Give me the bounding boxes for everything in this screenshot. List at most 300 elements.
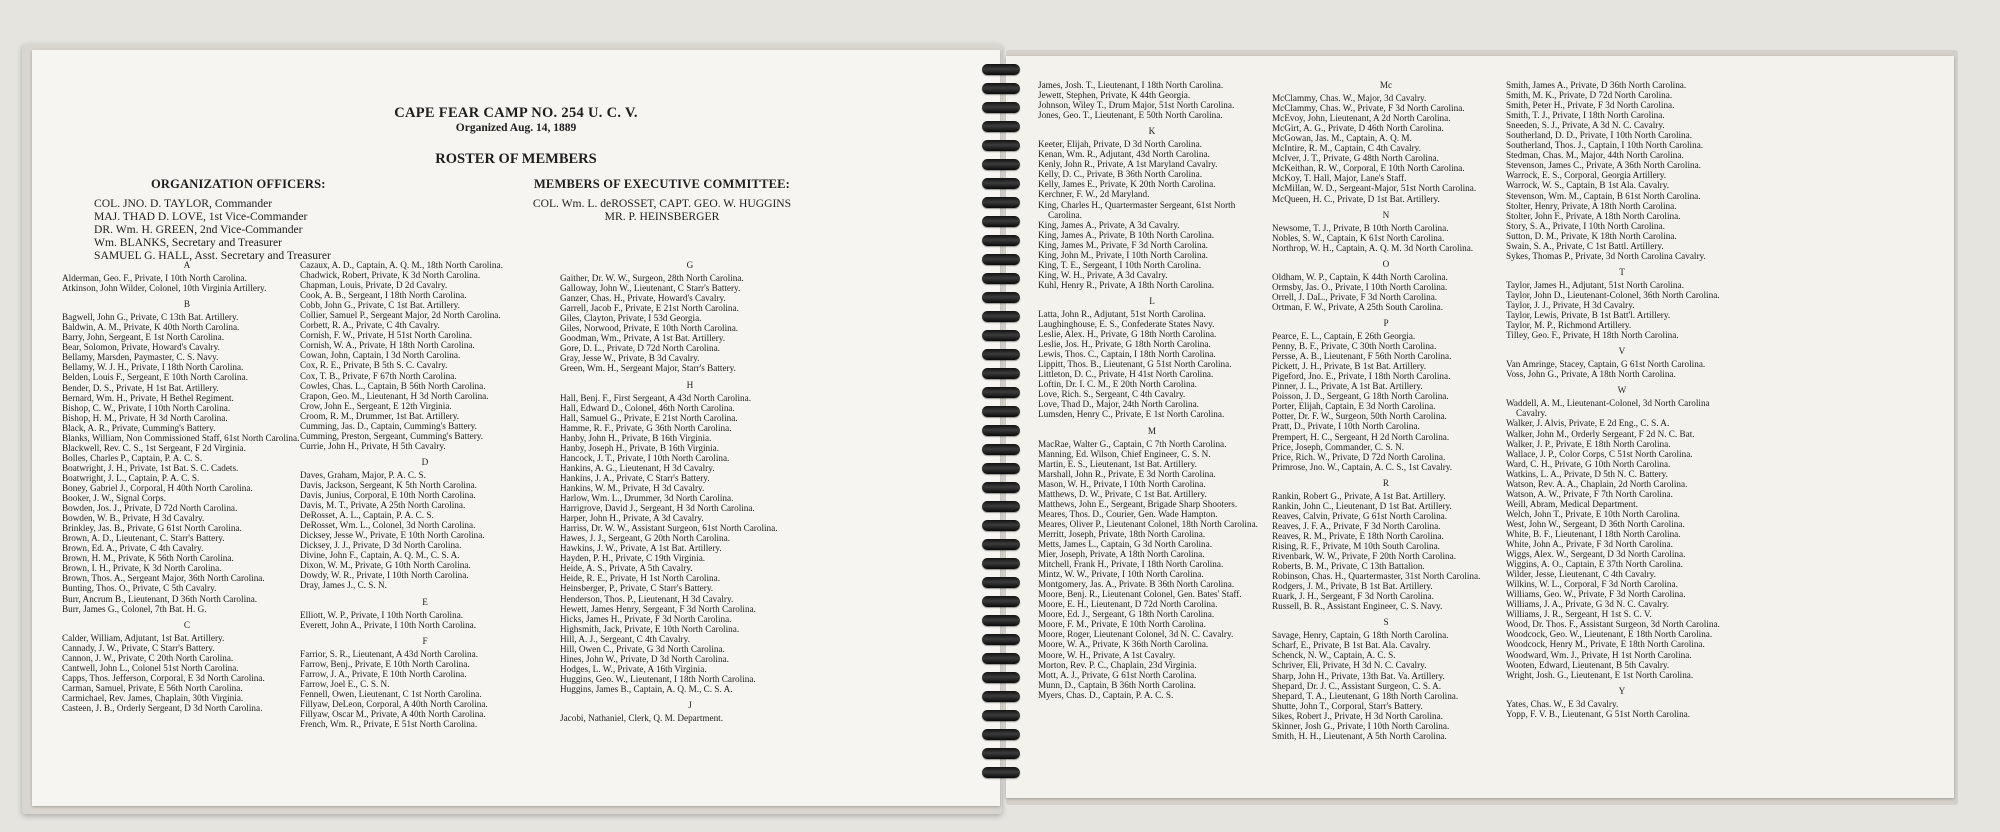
section-letter: K xyxy=(1148,126,1156,137)
spiral-ring xyxy=(982,710,1020,721)
executive-line: COL. Wm. L. deROSSET, CAPT. GEO. W. HUGGINS xyxy=(532,197,792,210)
roster-entry: Russell, B. R., Assistant Engineer, C. S. Navy. xyxy=(1272,601,1443,612)
roster-entry: Heide, A. S., Private, A 5th Cavalry. xyxy=(560,563,693,574)
roster-entry: Carmichael, Rev. James, Chaplain, 30th Virginia. xyxy=(62,692,244,703)
roster-entry: Weill, Abram, Medical Department. xyxy=(1506,498,1638,509)
roster-entry: King, Charles H., Quartermaster Sergeant, 61st North Carolina. xyxy=(1038,199,1236,220)
roster-entry: Williams, J. A., Private, G 3d N. C. Cavalry. xyxy=(1506,599,1669,610)
roster-entry: Mason, W. H., Private, I 10th North Carolina. xyxy=(1038,478,1206,489)
spiral-ring xyxy=(982,748,1020,759)
roster-entry: Harlow, Wm. L., Drummer, 3d North Carolina. xyxy=(560,493,734,504)
section-letter: V xyxy=(1618,346,1626,357)
roster-entry: Giles, Clayton, Private, I 53d Georgia. xyxy=(560,313,702,324)
section-letter: B xyxy=(183,299,191,310)
roster-entry: Ruark, J. H., Sergeant, F 3d North Carolina. xyxy=(1272,591,1434,602)
roster-entry: Waddell, A. M., Lieutenant-Colonel, 3d North Carolina Cavalry. xyxy=(1506,398,1710,419)
roster-entry: Jones, Geo. T., Lieutenant, E 50th North Carolina. xyxy=(1038,110,1223,121)
roster-entry: Crapon, Geo. M., Lieutenant, H 3d North Carolina. xyxy=(300,390,489,401)
left-page xyxy=(32,50,1000,806)
roster-entry: Taylor, Lewis, Private, B 1st Batt'l. Artillery. xyxy=(1506,310,1671,321)
spiral-ring xyxy=(982,729,1020,740)
roster-entry: Kenan, Wm. R., Adjutant, 43d North Carolina. xyxy=(1038,149,1210,160)
roster-entry: Manning, Ed. Wilson, Chief Engineer, C. S. N. xyxy=(1038,448,1211,459)
roster-entry: Prempert, H. C., Sergeant, H 2d North Carolina. xyxy=(1272,431,1450,442)
roster-entry: Warrock, W. S., Captain, B 1st Ala. Cavalry. xyxy=(1506,180,1669,191)
roster-entry: Brown, I. H., Private, K 3d North Carolina. xyxy=(62,563,222,574)
section-letter: C xyxy=(183,619,191,630)
roster-entry: Casteen, J. B., Orderly Sergeant, D 3d North Carolina. xyxy=(62,702,263,713)
roster-entry: Hankins, J. A., Private, C Starr's Battery. xyxy=(560,472,710,483)
roster-entry: Moore, W. H., Private, A 1st Cavalry. xyxy=(1038,649,1176,660)
roster-entry: Brown, A. D., Lieutenant, C. Starr's Battery. xyxy=(62,533,225,544)
roster-entry: Price, Rich. W., Private, D 72d North Carolina. xyxy=(1272,451,1446,462)
roster-entry: Bear, Solomon, Private, Howard's Cavalry. xyxy=(62,342,220,353)
roster-entry: Jewett, Stephen, Private, K 44th Georgia. xyxy=(1038,90,1191,101)
roster-entry: Bolles, Charles P., Captain, P. A. C. S. xyxy=(62,452,203,463)
roster-entry: Persse, A. B., Lieutenant, F 56th North Carolina. xyxy=(1272,351,1452,362)
roster-entry: Green, Wm. H., Sergeant Major, Starr's Battery. xyxy=(560,363,736,374)
roster-entry: Farrow, Joel E., C. S. N. xyxy=(300,678,390,689)
roster-entry: Leslie, Jos. H., Private, G 18th North Carolina. xyxy=(1038,339,1211,350)
officer-line: DR. Wm. H. GREEN, 2nd Vice-Commander xyxy=(94,223,303,236)
roster-entry: Van Amringe, Stacey, Captain, G 61st North Carolina. xyxy=(1506,359,1706,370)
roster-entry: Smith, James A., Private, D 36th North Carolina. xyxy=(1506,80,1687,90)
roster-entry: Davis, Junius, Corporal, E 10th North Carolina. xyxy=(300,490,476,501)
roster-entry: Hall, Benj. F., First Sergeant, A 43d North Carolina. xyxy=(560,392,751,403)
spiral-ring xyxy=(982,292,1020,303)
roster-entry: McClammy, Chas. W., Private, F 3d North Carolina. xyxy=(1272,103,1465,114)
roster-entry: Morton, Rev. P. C., Chaplain, 23d Virginia. xyxy=(1038,659,1197,670)
roster-entry: Bowden, W. B., Private, H 3d Cavalry. xyxy=(62,513,205,524)
roster-entry: Stevenson, James C., Private, A 36th North Carolina. xyxy=(1506,160,1701,171)
roster-entry: Ward, C. H., Private, G 10th North Carolina. xyxy=(1506,458,1671,469)
roster-entry: Everett, John A., Private, I 10th North Carolina. xyxy=(300,619,477,630)
roster-entry: Stolter, John F., Private, A 18th North Carolina. xyxy=(1506,210,1681,221)
spiral-ring xyxy=(982,653,1020,664)
roster-entry: Cowles, Chas. L., Captain, B 56th North Carolina. xyxy=(300,380,486,391)
roster-entry: Garrell, Jacob F., Private, E 21st North Carolina. xyxy=(560,303,739,314)
roster-entry: Pearce, E. L., Captain, E 26th Georgia. xyxy=(1272,331,1416,342)
roster-entry: Jacobi, Nathaniel, Clerk, Q. M. Department. xyxy=(560,713,724,724)
roster-entry: Rankin, Robert G., Private, A 1st Bat. Artillery. xyxy=(1272,490,1446,501)
roster-entry: Roberts, B. M., Private, C 13th Battalion. xyxy=(1272,561,1425,572)
roster-entry: Currie, John H., Private, H 5th Cavalry. xyxy=(300,440,446,451)
roster-entry: Bernard, Wm. H., Private, H Bethel Regiment. xyxy=(62,392,234,403)
roster-entry: Goodman, Wm., Private, A 1st Bat. Artillery. xyxy=(560,333,726,344)
roster-entry: Southerland, Thos. J., Captain, I 10th North Carolina. xyxy=(1506,140,1704,151)
roster-entry: Keeter, Elijah, Private, D 3d North Carolina. xyxy=(1038,139,1202,150)
roster-entry: Cannady, J. W., Private, C Starr's Battery. xyxy=(62,642,215,653)
roster-entry: Potter, Dr. F. W., Surgeon, 50th North Carolina. xyxy=(1272,411,1447,422)
roster-entry: Matthews, John E., Sergeant, Brigade Sharp Shooters. xyxy=(1038,498,1238,509)
roster-entry: McKeithan, R. W., Corporal, E 10th North Carolina. xyxy=(1272,163,1465,174)
section-letter: N xyxy=(1382,209,1390,220)
roster-entry: Penny, B. F., Private, C 30th North Carolina. xyxy=(1272,341,1437,352)
section-letter: F xyxy=(422,635,428,646)
roster-entry: Moore, Benj. R., Lieutenant Colonel, Gen. Bates' Staff. xyxy=(1038,589,1242,600)
roster-entry: Taylor, M. P., Richmond Artillery. xyxy=(1506,320,1632,331)
roster-entry: Reaves, J. F. A., Private, F 3d North Carolina. xyxy=(1272,520,1441,531)
roster-entry: Martin, E. S., Lieutenant, 1st Bat. Artillery. xyxy=(1038,458,1197,469)
roster-entry: Lewis, Thos. C., Captain, I 18th North Carolina. xyxy=(1038,349,1216,360)
roster-entry: McGowan, Jas. M., Captain, A. Q. M. xyxy=(1272,133,1412,144)
roster-entry: Wooten, Edward, Lieutenant, B 5th Cavalry. xyxy=(1506,659,1670,670)
roster-entry: Fillyaw, Oscar M., Private, A 40th North Carolina. xyxy=(300,708,486,719)
spiral-ring xyxy=(982,349,1020,360)
spiral-ring xyxy=(982,159,1020,170)
roster-entry: Pickett, J. H., Private, B 1st Bat. Artillery. xyxy=(1272,361,1427,372)
roster-entry: Hanby, John H., Private, B 16th Virginia. xyxy=(560,432,712,443)
roster-entry: Barry, John, Sergeant, E 1st North Carolina. xyxy=(62,332,225,343)
roster-entry: Taylor, James H., Adjutant, 51st North Carolina. xyxy=(1506,279,1684,290)
roster-entry: Hines, John W., Private, D 3d North Carolina. xyxy=(560,653,729,664)
roster-entry: Love, Thad D., Major, 24th North Carolina. xyxy=(1038,399,1199,410)
roster-entry: Leslie, Alex. H., Private, G 18th North Carolina. xyxy=(1038,329,1217,340)
roster-entry: Watson, A. W., Private, F 7th North Carolina. xyxy=(1506,488,1673,499)
roster-entry: Mintz, W. W., Private, I 10th North Carolina. xyxy=(1038,569,1204,580)
roster-entry: Cox, R. E., Private, B 5th S. C. Cavalry. xyxy=(300,360,448,371)
roster-entry: French, Wm. R., Private, E 51st North Carolina. xyxy=(300,719,478,730)
roster-entry: Carman, Samuel, Private, E 56th North Carolina. xyxy=(62,682,243,693)
spiral-ring xyxy=(982,216,1020,227)
spiral-ring xyxy=(982,577,1020,588)
roster-entry: Dicksey, Jesse W., Private, E 10th North Carolina. xyxy=(300,530,485,541)
roster-entry: Brown, H. M., Private, K 56th North Carolina. xyxy=(62,553,234,564)
roster-entry: Bowden, Jos. J., Private, D 72d North Carolina. xyxy=(62,503,238,514)
roster-entry: Warrock, E. S., Corporal, Georgia Artillery. xyxy=(1506,170,1666,181)
roster-entry: Burr, James G., Colonel, 7th Bat. H. G. xyxy=(62,603,207,614)
roster-entry: Daves, Graham, Major, P. A. C. S. xyxy=(300,469,426,480)
roster-entry: Cook, A. B., Sergeant, I 18th North Carolina. xyxy=(300,290,467,301)
roster-entry: Harriss, Dr. W. W., Assistant Surgeon, 61st North Carolina. xyxy=(560,523,778,534)
roster-entry: Dray, James J., C. S. N. xyxy=(300,580,387,591)
section-letter: E xyxy=(422,596,428,607)
roster-entry: Hall, Samuel G., Private, E 21st North Carolina. xyxy=(560,412,738,423)
spiral-ring xyxy=(982,83,1020,94)
roster-entry: Cowan, John, Captain, I 3d North Carolina. xyxy=(300,350,461,361)
section-letter: Y xyxy=(1618,685,1626,696)
section-letter: R xyxy=(1382,477,1390,488)
roster-entry: Littleton, D. C., Private, H 41st North Carolina. xyxy=(1038,369,1214,380)
section-letter: A xyxy=(183,260,191,270)
roster-entry: White, John A., Private, F 3d North Carolina. xyxy=(1506,539,1673,550)
spiral-ring xyxy=(982,197,1020,208)
spiral-ring xyxy=(982,615,1020,626)
spiral-ring xyxy=(982,634,1020,645)
roster-entry: Fennell, Owen, Lieutenant, C 1st North Carolina. xyxy=(300,688,482,699)
roster-entry: Dixon, W. M., Private, G 10th North Carolina. xyxy=(300,560,471,571)
spiral-ring xyxy=(982,368,1020,379)
roster-column-right-1 xyxy=(1038,80,1266,700)
spiral-ring xyxy=(982,178,1020,189)
roster-entry: Merritt, Joseph, Private, 18th North Carolina. xyxy=(1038,528,1206,539)
roster-entry: Orrell, J. DaL., Private, F 3d North Carolina. xyxy=(1272,291,1438,302)
spiral-ring xyxy=(982,235,1020,246)
section-letter: W xyxy=(1617,385,1627,396)
roster-entry: Shepard, T. A., Lieutenant, G 18th North Carolina. xyxy=(1272,690,1459,701)
roster-entry: Davis, M. T., Private, A 25th North Carolina. xyxy=(300,500,466,511)
roster-entry: DeRosset, Wm. L., Colonel, 3d North Carolina. xyxy=(300,520,476,531)
spiral-ring xyxy=(982,691,1020,702)
roster-entry: Hewett, James Henry, Sergeant, F 3d North Carolina. xyxy=(560,603,756,614)
roster-entry: Skinner, Josh G., Private, I 10th North Carolina. xyxy=(1272,720,1450,731)
roster-entry: Stedman, Chas. M., Major, 44th North Carolina. xyxy=(1506,150,1684,161)
spiral-ring xyxy=(982,102,1020,113)
roster-entry: Rivenbark, W. W., Private, F 20th North Carolina. xyxy=(1272,551,1456,562)
section-letter: T xyxy=(1619,266,1625,277)
roster-heading: ROSTER OF MEMBERS xyxy=(435,151,597,167)
roster-entry: Montgomery, Jas. A., Private. B 36th North Carolina. xyxy=(1038,579,1235,590)
roster-entry: Ganzer, Chas. H., Private, Howard's Cavalry. xyxy=(560,293,726,304)
roster-entry: Bunting, Thos. O., Private, C 5th Cavalry. xyxy=(62,583,217,594)
roster-entry: Atkinson, John Wilder, Colonel, 10th Virginia Artillery. xyxy=(62,283,267,294)
roster-entry: Meares, Oliver P., Lieutenant Colonel, 18th North Carolina. xyxy=(1038,518,1258,529)
spiral-ring xyxy=(982,254,1020,265)
roster-entry: Blackwell, Rev. C. S., 1st Sergeant, F 2d Virginia. xyxy=(62,442,246,453)
roster-entry: Calder, William, Adjutant, 1st Bat. Artillery. xyxy=(62,632,225,643)
roster-entry: Cantwell, John L., Colonel 51st North Carolina. xyxy=(62,662,239,673)
roster-entry: King, James A., Private, B 10th North Carolina. xyxy=(1038,229,1215,240)
roster-entry: Laughinghouse, E. S., Confederate States Navy. xyxy=(1038,319,1215,330)
roster-entry: Woodcock, Geo. W., Lieutenant, E 18th North Carolina. xyxy=(1506,629,1713,640)
roster-entry: Oldham, W. P., Captain, K 44th North Carolina. xyxy=(1272,271,1448,282)
roster-entry: Watson, Rev. A. A., Chaplain, 2d North Carolina. xyxy=(1506,478,1688,489)
spiral-ring xyxy=(982,767,1020,778)
roster-entry: Watkins, L. A., Private, D 5th N. C. Battery. xyxy=(1506,468,1668,479)
roster-entry: Boatwright, J. L., Captain, P. A. C. S. xyxy=(62,472,200,483)
roster-entry: Hicks, James H., Private, F 3d North Carolina. xyxy=(560,613,732,624)
roster-entry: Ormsby, Jas. O., Private, I 10th North Carolina. xyxy=(1272,281,1448,292)
spiral-ring xyxy=(982,330,1020,341)
roster-entry: Kerchner, F. W., 2d Maryland. xyxy=(1038,189,1150,200)
roster-entry: Dowdy, W. R., Private, I 10th North Carolina. xyxy=(300,570,469,581)
roster-entry: Schenck, N. W., Captain, A. C. S. xyxy=(1272,650,1396,661)
roster-entry: Hankins, A. G., Lieutenant, H 3d Cavalry. xyxy=(560,462,715,473)
executive-line: MR. P. HEINSBERGER xyxy=(604,210,720,223)
section-letter: D xyxy=(421,456,429,467)
roster-entry: Moore, F. M., Private, E 10th North Carolina. xyxy=(1038,619,1206,630)
roster-entry: Walker, J. Alvis, Private, E 2d Eng., C. S. A. xyxy=(1506,418,1670,429)
roster-entry: DeRosset, A. L., Captain, P. A. C. S. xyxy=(300,510,434,521)
roster-entry: McKoy, T. Hall, Major, Lane's Staff. xyxy=(1272,173,1407,184)
roster-entry: Yates, Chas. W., E 3d Cavalry. xyxy=(1506,698,1619,709)
officer-line: COL. JNO. D. TAYLOR, Commander xyxy=(94,197,273,210)
section-letter: P xyxy=(1383,317,1389,328)
roster-entry: Cumming, Jas. D., Captain, Cumming's Battery. xyxy=(300,420,477,431)
roster-entry: Bellamy, Marsden, Paymaster, C. S. Navy. xyxy=(62,352,219,363)
roster-entry: Gaither, Dr. W. W., Surgeon, 28th North Carolina. xyxy=(560,273,744,284)
roster-entry: Wood, Dr. Thos. F., Assistant Surgeon, 3d North Carolina. xyxy=(1506,619,1720,630)
roster-entry: Hill, A. J., Sergeant, C 4th Cavalry. xyxy=(560,633,690,644)
roster-entry: Cornish, W. A., Private, H 18th North Carolina. xyxy=(300,340,475,351)
roster-entry: Blanks, William, Non Commissioned Staff, 61st North Carolina. xyxy=(62,432,300,443)
roster-entry: Price, Joseph, Commander, C. S. N. xyxy=(1272,441,1405,452)
roster-entry: Lumsden, Henry C., Private, E 1st North Carolina. xyxy=(1038,409,1225,420)
organized-date: Organized Aug. 14, 1889 xyxy=(455,122,577,134)
roster-entry: Henderson, Thos. P., Lieutenant, H 3d Cavalry. xyxy=(560,593,734,604)
roster-entry: Taylor, J. J., Private, H 3d Cavalry. xyxy=(1506,299,1635,310)
roster-entry: MacRae, Walter G., Captain, C 7th North Carolina. xyxy=(1038,438,1227,449)
roster-entry: Huggins, James B., Captain, A. Q. M., C. S. A. xyxy=(560,683,733,694)
roster-entry: Munn, D., Captain, B 36th North Carolina. xyxy=(1038,679,1196,690)
spiral-ring xyxy=(982,406,1020,417)
roster-entry: Smith, Peter H., Private, F 3d North Carolina. xyxy=(1506,100,1675,111)
executive-heading: MEMBERS OF EXECUTIVE COMMITTEE: xyxy=(533,177,791,191)
roster-entry: Moore, Ed. J., Sergeant, G 18th North Carolina. xyxy=(1038,609,1215,620)
roster-entry: Sykes, Thomas P., Private, 3d North Carolina Cavalry. xyxy=(1506,250,1706,261)
roster-entry: Pinner, J. L., Private, A 1st Bat. Artillery. xyxy=(1272,381,1423,392)
roster-entry: Newsome, T. J., Private, B 10th North Carolina. xyxy=(1272,222,1449,233)
spiral-ring xyxy=(982,64,1020,75)
roster-entry: Robinson, Chas. H., Quartermaster, 31st North Carolina. xyxy=(1272,571,1481,582)
roster-entry: Cornish, F. W., Private, H 51st North Carolina. xyxy=(300,330,473,341)
roster-entry: Pigeford, Jno. E., Private, I 18th North Carolina. xyxy=(1272,371,1451,382)
roster-entry: Loftin, Dr. I. C. M., E 20th North Carolina. xyxy=(1038,379,1197,390)
roster-entry: Cazaux, A. D., Captain, A. Q. M., 18th North Carolina. xyxy=(300,260,503,270)
spiral-binding xyxy=(982,64,1020,794)
roster-entry: Hancock, J. T., Private, I 10th North Carolina. xyxy=(560,452,730,463)
roster-entry: Love, Rich. S., Sergeant, C 4th Cavalry. xyxy=(1038,389,1186,400)
roster-entry: King, W. H., Private, A 3d Cavalry. xyxy=(1038,269,1168,280)
roster-entry: Chapman, Louis, Private, D 2d Cavalry. xyxy=(300,280,448,291)
roster-entry: Heide, R. E., Private, H 1st North Carolina. xyxy=(560,573,720,584)
roster-entry: Mott, A. J., Private, G 61st North Carolina. xyxy=(1038,669,1197,680)
roster-entry: West, John W., Sergeant, D 36th North Carolina. xyxy=(1506,518,1685,529)
roster-entry: Hawes, J. J., Sergeant, G 20th North Carolina. xyxy=(560,533,731,544)
roster-entry: Tilley, Geo. F., Private, H 18th North Carolina. xyxy=(1506,330,1679,341)
roster-entry: Voss, John G., Private, A 18th North Carolina. xyxy=(1506,369,1676,380)
roster-entry: Matthews, D. W., Private, C 1st Bat. Artillery. xyxy=(1038,488,1207,499)
roster-entry: Metts, James L., Captain, G 3d North Carolina. xyxy=(1038,539,1213,550)
roster-entry: Pratt, D., Private, I 10th North Carolina. xyxy=(1272,421,1420,432)
roster-entry: Croom, R. M., Drummer, 1st Bat. Artillery. xyxy=(300,410,460,421)
roster-entry: King, T. E., Sergeant, I 10th North Carolina. xyxy=(1038,259,1202,270)
roster-entry: King, James M., Private, F 3d North Carolina. xyxy=(1038,239,1208,250)
roster-entry: Baldwin, A. M., Private, K 40th North Carolina. xyxy=(62,322,240,333)
roster-entry: Chadwick, Robert, Private, K 3d North Carolina. xyxy=(300,270,481,281)
roster-entry: McClammy, Chas. W., Major, 3d Cavalry. xyxy=(1272,93,1427,104)
roster-entry: Myers, Chas. D., Captain, P. A. C. S. xyxy=(1038,689,1174,700)
section-letter: G xyxy=(686,260,694,270)
roster-entry: Harrigrove, David J., Sergeant, H 3d North Carolina. xyxy=(560,503,755,514)
roster-entry: Smith, M. K., Private, D 72d North Carolina. xyxy=(1506,90,1673,101)
roster-entry: Hamme, R. F., Private, G 36th North Carolina. xyxy=(560,422,732,433)
roster-entry: Bellamy, W. J. H., Private, I 18th North Carolina. xyxy=(62,362,244,373)
right-page xyxy=(1006,56,1954,798)
section-letter: J xyxy=(688,699,692,710)
roster-column-right-2 xyxy=(1272,80,1500,741)
roster-entry: Gore, D. L., Private, D 72d North Carolina. xyxy=(560,343,720,354)
roster-entry: Galloway, John W., Lieutenant, C Starr's Battery. xyxy=(560,283,741,294)
spiral-ring xyxy=(982,444,1020,455)
officer-line: Wm. BLANKS, Secretary and Treasurer xyxy=(94,236,283,249)
roster-entry: Kelly, James E., Private, K 20th North Carolina. xyxy=(1038,179,1216,190)
roster-column-right-3 xyxy=(1506,80,1738,719)
roster-entry: King, James A., Private, A 3d Cavalry. xyxy=(1038,219,1180,230)
roster-entry: Porter, Elijah, Captain, E 3d North Carolina. xyxy=(1272,401,1436,412)
roster-entry: Johnson, Wiley T., Drum Major, 51st North Carolina. xyxy=(1038,100,1235,111)
roster-entry: Walker, J. P., Private, E 18th North Carolina. xyxy=(1506,438,1671,449)
roster-entry: Wallace, J. P., Color Corps, C 51st North Carolina. xyxy=(1506,448,1693,459)
roster-entry: Giles, Norwood, Private, E 10th North Carolina. xyxy=(560,323,739,334)
roster-entry: James, Josh. T., Lieutenant, I 18th North Carolina. xyxy=(1038,80,1224,90)
roster-entry: Corbett, R. A., Private, C 4th Cavalry. xyxy=(300,320,440,331)
executive-committee xyxy=(447,178,877,223)
roster-entry: Davis, Jackson, Sergeant, K 5th North Carolina. xyxy=(300,479,477,490)
roster-entry: Alderman, Geo. F., Private, I 10th North Carolina. xyxy=(62,273,247,284)
roster-column-left-2 xyxy=(300,260,550,729)
roster-entry: Mitchell, Frank H., Private, I 18th North Carolina. xyxy=(1038,559,1224,570)
roster-entry: Boney, Gabriel J., Corporal, H 40th North Carolina. xyxy=(62,482,253,493)
roster-entry: Bender, D. S., Private, H 1st Bat. Artillery. xyxy=(62,382,219,393)
roster-entry: Wilkins, W. L., Corporal, F 3d North Carolina. xyxy=(1506,579,1678,590)
roster-entry: Cumming, Preston, Sergeant, Cumming's Battery. xyxy=(300,430,484,441)
spiral-ring xyxy=(982,140,1020,151)
roster-entry: Marshall, John R., Private, E 3d North Carolina. xyxy=(1038,468,1216,479)
section-letter: M xyxy=(1147,425,1157,436)
roster-entry: Shepard, Dr. J. C., Assistant Surgeon, C. S. A. xyxy=(1272,680,1442,691)
roster-entry: Elliott, W. P., Private, I 10th North Carolina. xyxy=(300,609,464,620)
roster-entry: Southerland, D. D., Private, I 10th North Carolina. xyxy=(1506,130,1693,141)
roster-entry: Farrior, S. R., Lieutenant, A 43d North Carolina. xyxy=(300,648,478,659)
roster-entry: Wright, Josh. G., Lieutenant, E 1st North Carolina. xyxy=(1506,669,1694,680)
spiral-ring xyxy=(982,311,1020,322)
roster-entry: McIver, J. T., Private, G 48th North Carolina. xyxy=(1272,153,1439,164)
section-letter: H xyxy=(686,379,694,390)
roster-entry: Cannon, J. W., Private, C 20th North Carolina. xyxy=(62,652,234,663)
spiral-ring xyxy=(982,596,1020,607)
roster-entry: Kelly, D. C., Private, B 36th North Carolina. xyxy=(1038,169,1202,180)
roster-entry: Belden, Louis F., Sergeant, E 10th North Carolina. xyxy=(62,372,248,383)
roster-entry: Dicksey, J. J., Private, D 3d North Carolina. xyxy=(300,540,462,551)
roster-entry: Hankins, W. M., Private, H 3d Cavalry. xyxy=(560,482,705,493)
roster-entry: Hawkins, J. W., Private, A 1st Bat. Artillery. xyxy=(560,543,722,554)
roster-entry: Latta, John R., Adjutant, 51st North Carolina. xyxy=(1038,308,1206,319)
officer-line: MAJ. THAD D. LOVE, 1st Vice-Commander xyxy=(94,210,308,223)
roster-entry: Burr, Ancrum B., Lieutenant, D 36th North Carolina. xyxy=(62,593,258,604)
roster-entry: Meares, Thos. D., Courier, Gen. Wade Hampton. xyxy=(1038,508,1218,519)
roster-entry: Nobles, S. W., Captain, K 61st North Carolina. xyxy=(1272,232,1445,243)
spiral-ring xyxy=(982,121,1020,132)
roster-entry: Black, A. R., Private, Cumming's Battery. xyxy=(62,422,216,433)
roster-entry: Story, S. A., Private, I 10th North Carolina. xyxy=(1506,220,1665,231)
spiral-ring xyxy=(982,387,1020,398)
spiral-ring xyxy=(982,672,1020,683)
roster-entry: Wilder, Jesse, Lieutenant, C 4th Cavalry. xyxy=(1506,569,1656,580)
spiral-ring xyxy=(982,520,1020,531)
roster-entry: Kuhl, Henry R., Private, A 18th North Carolina. xyxy=(1038,279,1215,290)
roster-entry: Capps, Thos. Jefferson, Corporal, E 3d North Carolina. xyxy=(62,672,265,683)
roster-entry: Scharf, E., Private, B 1st Bat. Ala. Cavalry. xyxy=(1272,640,1431,651)
roster-entry: White, B. F., Lieutenant, I 18th North Carolina. xyxy=(1506,528,1681,539)
roster-entry: Savage, Henry, Captain, G 18th North Carolina. xyxy=(1272,630,1449,641)
roster-entry: Hanby, Joseph H., Private, B 16th Virginia. xyxy=(560,442,720,453)
roster-entry: Woodcock, Henry M., Private, E 18th North Carolina. xyxy=(1506,639,1705,650)
roster-entry: Swain, S. A., Private, C 1st Battl. Artillery. xyxy=(1506,240,1664,251)
roster-entry: McEvoy, John, Lieutenant, A 2d North Carolina. xyxy=(1272,113,1451,124)
roster-entry: Wiggs, Alex. W., Sergeant, D 3d North Carolina. xyxy=(1506,549,1686,560)
roster-entry: Taylor, John D., Lieutenant-Colonel, 36th North Carolina. xyxy=(1506,289,1720,300)
roster-entry: Bishop, C. W., Private, I 10th North Carolina. xyxy=(62,402,231,413)
camp-title: CAPE FEAR CAMP NO. 254 U. C. V. xyxy=(394,105,638,121)
spiral-ring xyxy=(982,482,1020,493)
spiral-ring xyxy=(982,558,1020,569)
roster-entry: Crow, John E., Sergeant, E 12th Virginia. xyxy=(300,400,452,411)
roster-entry: Lippitt, Thos. B., Lieutenant, G 51st North Carolina. xyxy=(1038,359,1232,370)
roster-entry: Poisson, J. D., Sergeant, G 18th North Carolina. xyxy=(1272,391,1449,402)
roster-entry: Booker, J. W., Signal Corps. xyxy=(62,493,167,504)
roster-entry: Primrose, Jno. W., Captain, A. C. S., 1st Cavalry. xyxy=(1272,461,1453,472)
